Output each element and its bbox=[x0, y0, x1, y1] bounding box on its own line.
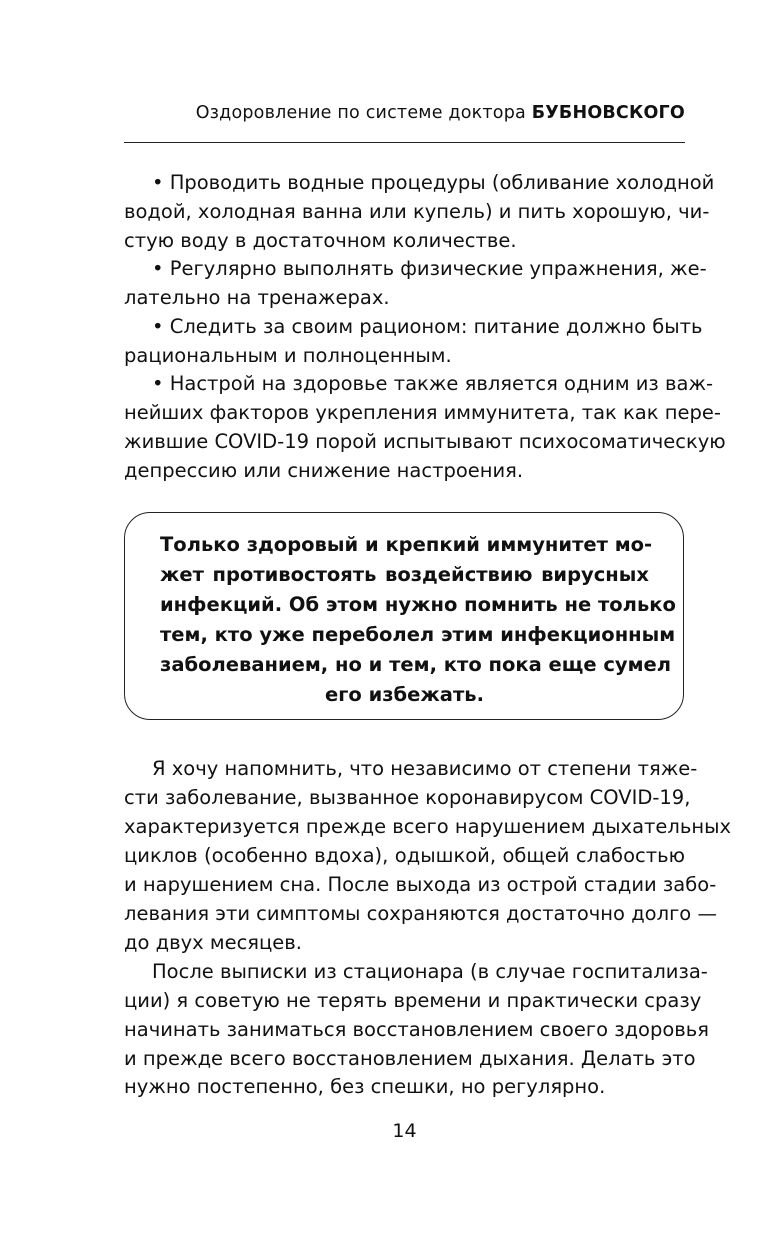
text-line: характеризуется прежде всего нарушением дыхательных bbox=[124, 815, 732, 838]
text-line: начинать заниматься восстановлением своего здоровья bbox=[124, 1018, 709, 1041]
text-line: стую воду в достаточном количестве. bbox=[124, 229, 517, 252]
callout-line: инфекций. Об этом нужно помнить не только bbox=[160, 593, 676, 616]
text-line: левания эти симптомы сохраняются достаточно долго — bbox=[124, 902, 717, 925]
text-line: ции) я советую не терять времени и практически сразу bbox=[124, 989, 702, 1012]
text-line: • Следить за своим рационом: питание должно быть bbox=[152, 315, 703, 338]
text-line: депрессию или снижение настроения. bbox=[124, 459, 524, 482]
callout-line: тем, кто уже переболел этим инфекционным bbox=[160, 623, 676, 646]
text-line: Я хочу напомнить, что независимо от степени тяже- bbox=[152, 757, 698, 780]
text-line: рациональным и полноценным. bbox=[124, 344, 452, 367]
text-line: водой, холодная ванна или купель) и пить хорошую, чи- bbox=[124, 200, 710, 223]
page-number: 14 bbox=[392, 1120, 417, 1142]
callout-line: Только здоровый и крепкий иммунитет мо- bbox=[160, 533, 653, 556]
text-line: до двух месяцев. bbox=[124, 931, 302, 954]
text-line: сти заболевание, вызванное коронавирусом COVID-19, bbox=[124, 786, 691, 809]
text-line: После выписки из стационара (в случае госпитализа- bbox=[152, 960, 708, 983]
text-line: циклов (особенно вдоха), одышкой, общей слабостью bbox=[124, 844, 685, 867]
callout-line: его избежать. bbox=[324, 683, 485, 706]
running-header bbox=[124, 103, 685, 123]
text-line: жившие COVID-19 порой испытывают психосоматическую bbox=[124, 430, 726, 453]
callout-line: жет противостоять воздействию вирусных bbox=[160, 563, 649, 586]
callout-line: заболеванием, но и тем, кто пока еще сумел bbox=[160, 653, 672, 676]
text-line: нужно постепенно, без спешки, но регулярно. bbox=[124, 1075, 606, 1098]
text-line: • Проводить водные процедуры (обливание холодной bbox=[152, 171, 715, 194]
running-header-author: БУБНОВСКОГО bbox=[531, 103, 685, 123]
text-line: • Настрой на здоровье также является одним из важ- bbox=[152, 372, 714, 395]
text-line: нейших факторов укрепления иммунитета, так как пере- bbox=[124, 401, 721, 424]
running-header-title: Оздоровление по системе доктора bbox=[195, 103, 526, 123]
text-line: • Регулярно выполнять физические упражнения, же- bbox=[152, 257, 707, 280]
text-line: и прежде всего восстановлением дыхания. Делать это bbox=[124, 1047, 696, 1070]
header-rule bbox=[124, 142, 685, 143]
text-line: лательно на тренажерах. bbox=[124, 286, 390, 309]
text-line: и нарушением сна. После выхода из острой стадии забо- bbox=[124, 873, 717, 896]
